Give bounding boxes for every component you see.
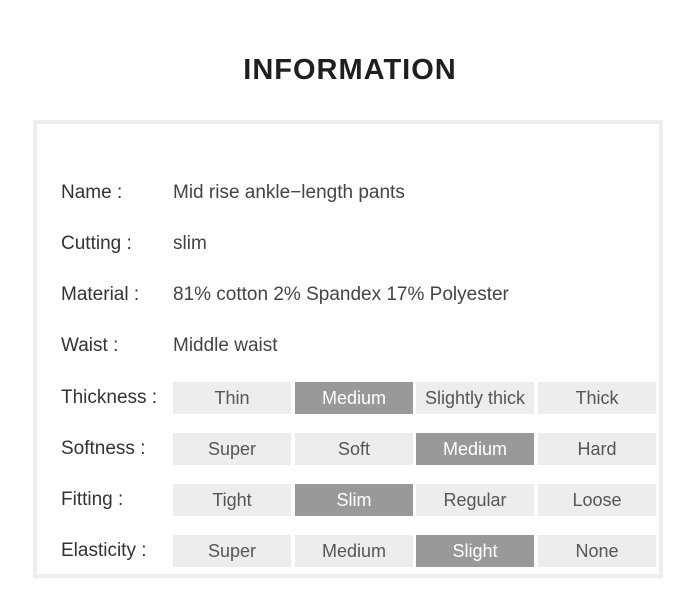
thickness-label: Thickness : [61,387,158,408]
softness-option: Super [173,433,291,465]
thickness-option: Medium [295,382,413,414]
thickness-options [173,382,657,414]
material-value: 81% cotton 2% Spandex 17% Polyester [173,284,509,305]
softness-label: Softness : [61,438,146,459]
name-value: Mid rise ankle−length pants [173,182,405,203]
thickness-option: Thin [173,382,291,414]
material-label: Material : [61,284,140,305]
info-row-waist [61,330,661,362]
page-title: INFORMATION [243,54,457,86]
thickness-option: Slightly thick [416,382,534,414]
softness-option: Hard [538,433,656,465]
info-row-name [61,177,661,209]
scale-row-fitting [61,484,661,516]
softness-option: Medium [416,433,534,465]
scale-row-thickness [61,382,661,414]
elasticity-option: Slight [416,535,534,567]
fitting-option: Loose [538,484,656,516]
fitting-label: Fitting : [61,489,124,510]
scale-row-softness [61,433,661,465]
fitting-options [173,484,657,516]
elasticity-option: Super [173,535,291,567]
fitting-option: Regular [416,484,534,516]
elasticity-option: None [538,535,656,567]
info-row-material [61,279,661,311]
fitting-option: Tight [173,484,291,516]
cutting-label: Cutting : [61,233,132,254]
fitting-option: Slim [295,484,413,516]
elasticity-label: Elasticity : [61,540,147,561]
info-row-cutting [61,228,661,260]
softness-options [173,433,657,465]
cutting-value: slim [173,233,207,254]
waist-value: Middle waist [173,335,278,356]
softness-option: Soft [295,433,413,465]
scale-row-elasticity [61,535,661,567]
waist-label: Waist : [61,335,119,356]
elasticity-option: Medium [295,535,413,567]
thickness-option: Thick [538,382,656,414]
elasticity-options [173,535,657,567]
name-label: Name : [61,182,123,203]
